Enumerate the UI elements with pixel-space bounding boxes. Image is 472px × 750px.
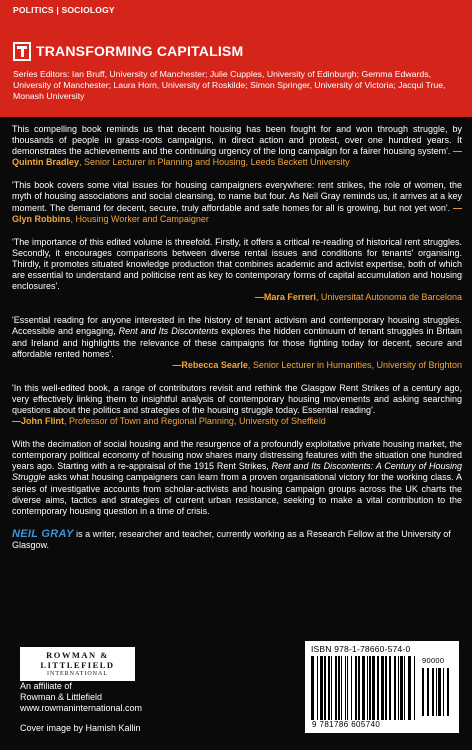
quote-affiliation: , Universitat Autonoma de Barcelona — [315, 292, 462, 303]
quote-text: 'This book covers some vital issues for housing campaigners everywhere: rent strikes, the role of women, the myth of housing associations and social cleansing, to name but four. As Neil Gray reminds us, it arrives at a key moment. The demand for decent, secure, truly affordable and safe homes for all is growing, but not yet won'. — [12, 180, 462, 213]
quote-author: —John Flint — [12, 416, 64, 427]
author-name: NEIL GRAY — [12, 527, 74, 540]
quote-affiliation: , Senior Lecturer in Humanities, University of Brighton — [247, 359, 462, 370]
cover-credit: Cover image by Hamish Kallin — [20, 723, 141, 733]
endorsement — [12, 237, 462, 304]
category-label: POLITICS | SOCIOLOGY — [13, 5, 115, 15]
price-barcode-bars — [422, 668, 452, 716]
publisher-url: www.rowmaninternational.com — [20, 703, 143, 714]
endorsement — [12, 383, 462, 427]
quote-author: —Glyn Robbins — [12, 202, 462, 224]
endorsement — [12, 124, 462, 168]
barcode-bars — [311, 656, 415, 720]
quote-author: —Mara Ferreri — [254, 292, 316, 303]
quote-author: —Quintin Bradley — [12, 146, 462, 168]
barcode-number: 9 781786 605740 — [312, 720, 381, 729]
book-title: Rent and Its Discontents — [118, 326, 219, 337]
quote-text: This compelling book reminds us that decent housing has been fought for and won through struggle, by thousands of people in grass-roots campaigns, in direct action and protest, over one hundred years. It demonstrates the achievements and the continuing urgency of the long campaign for a fairer housing system'. — [12, 124, 462, 157]
isbn-label: ISBN 978-1-78660-574-0 — [311, 644, 411, 654]
endorsement — [12, 315, 462, 370]
publisher-affiliate: An affiliate of Rowman & Littlefield www.rowmaninternational.com — [20, 681, 143, 714]
quote-text: 'Essential reading for anyone interested in the history of tenant activism and contemporary housing struggles. Accessible and engaging, — [12, 315, 462, 337]
isbn-barcode — [305, 641, 459, 733]
series-logo-icon — [13, 42, 31, 61]
endorsements-body — [12, 124, 462, 551]
quote-affiliation: , Senior Lecturer in Planning and Housing, Leeds Beckett University — [79, 157, 350, 168]
author-bio-text: is a writer, researcher and teacher, currently working as a Research Fellow at the University of Glasgow. — [12, 528, 451, 550]
book-description: With the decimation of social housing and the resurgence of a profoundly exploitative private housing market, the contemporary political economy of housing now shares many distressing features with the situation one hundred years ago. Starting with a re-appraisal of the 1915 Rent Strikes, Rent and Its Discontents: A Century of Housing Struggle asks what housing campaigners can learn from a proven organisational victory for the working class. A series of investigative accounts from scholar-activists and housing campaign groups across the UK charts the diverse aims, tactics and strategies of current urban resistance, seeking to make a vital contribution to the contemporary housing question in a time of crisis. — [12, 439, 462, 516]
endorsement — [12, 180, 462, 224]
price-code: 90000 — [422, 656, 445, 665]
series-editors: Series Editors: Ian Bruff, University of Manchester; Julie Cupples, University of Edinburgh; Gemma Edwards, University of Manchester; Laura Horn, University of Roskilde; Simon Springer, University of Victoria; Jacqui True, Monash University — [13, 69, 446, 101]
publisher-logo: ROWMAN & LITTLEFIELD INTERNATIONAL — [20, 647, 135, 681]
quote-text: explores the hidden continuum of tenant struggles in Britain and Ireland and highlights the relevance of these campaigns for those fighting today for decent, secure and affordable rented homes'. — [12, 326, 462, 359]
quote-text: 'In this well-edited book, a range of contributors revisit and rethink the Glasgow Rent Strikes of a century ago, very effectively linking them to insightful analysis of contemporary housing movements and asking searching questions about the politics and strategies of the housing struggle today. Essential reading'. — [12, 382, 462, 415]
quote-text: 'The importance of this edited volume is threefold. Firstly, it offers a critical re-reading of historical rent struggles. Secondly, it encourages comparisons between diverse rental issues and conditions for tenants' organising. Thirdly, it promotes situated knowledge production that combines academic and activist expertise, both of which are essential to understand and politicise rent as key to contemporary forms of capital accumulation and housing enclosures'. — [12, 236, 462, 292]
quote-affiliation: , Housing Worker and Campaigner — [70, 213, 209, 224]
author-bio — [12, 529, 462, 551]
series-title: TRANSFORMING CAPITALISM — [36, 43, 244, 59]
quote-affiliation: , Professor of Town and Regional Planning, University of Sheffield — [64, 416, 326, 427]
series-header — [0, 0, 472, 117]
quote-author: —Rebecca Searle — [172, 359, 248, 370]
book-title: Rent and Its Discontents: A Century of Housing Struggle — [12, 461, 462, 483]
